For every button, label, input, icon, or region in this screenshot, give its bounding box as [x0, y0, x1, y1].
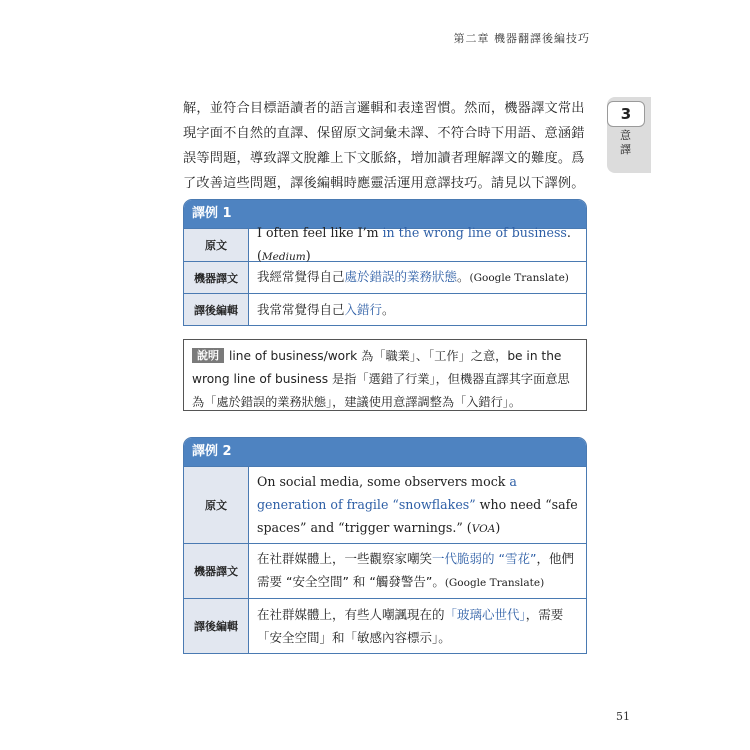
- example-1-box: [183, 199, 587, 326]
- source-citation: (Google Translate): [469, 272, 569, 284]
- example-1-source-row: [184, 225, 586, 263]
- chapter-tab-label: 意譯: [620, 129, 631, 156]
- example-2-box: [183, 437, 587, 654]
- example-2-title: 譯例 2: [184, 438, 586, 466]
- chapter-tab: [607, 97, 651, 173]
- text-segment: 。: [382, 302, 395, 317]
- highlight-phrase: 入錯行: [344, 302, 383, 317]
- highlight-phrase: 處於錯誤的業務狀態: [344, 269, 458, 284]
- highlight-phrase: in the wrong line of business: [382, 225, 567, 240]
- text-segment: 我常常覺得自己: [257, 302, 345, 317]
- example-1-post-text: [249, 294, 586, 325]
- text-segment: On social media, some observers mock: [257, 473, 510, 489]
- text-segment: ): [305, 248, 311, 263]
- row-label-source: 原文: [184, 467, 249, 543]
- example-2-source-text: [249, 467, 586, 543]
- source-citation: Medium: [261, 251, 306, 263]
- row-label-post: 譯後編輯: [184, 294, 249, 325]
- example-1-mt-text: [249, 262, 586, 293]
- chapter-number: 3: [607, 101, 645, 127]
- text-segment: 。: [457, 269, 470, 284]
- text-segment: 在社群媒體上，有些人嘲諷現在的: [257, 607, 445, 622]
- running-header: 第二章 機器翻譯後編技巧: [453, 32, 590, 45]
- highlight-phrase: 「玻璃心世代」: [444, 607, 526, 622]
- note-badge: 說明: [192, 348, 224, 363]
- text-segment: 我經常覺得自己: [257, 269, 345, 284]
- row-label-mt: 機器譯文: [184, 262, 249, 293]
- example-2-post-row: [184, 598, 586, 653]
- example-1-source-text: [249, 225, 586, 263]
- page-number: 51: [616, 710, 630, 723]
- example-2-mt-text: [249, 544, 586, 598]
- example-1-title: 譯例 1: [184, 200, 586, 228]
- intro-paragraph: 解，並符合目標語讀者的語言邏輯和表達習慣。然而，機器譯文常出現字面不自然的直譯、保留原文詞彙未譯、不符合時下用語、意涵錯誤等問題，導致譯文脫離上下文脈絡，增加讀者理解譯文的難度。爲了改善這些問題，譯後編輯時應靈活運用意譯技巧。請見以下譯例。: [183, 101, 585, 191]
- example-1-post-row: [184, 293, 586, 325]
- row-label-mt: 機器譯文: [184, 544, 249, 598]
- highlight-phrase: a generation of fragile “snowflakes”: [257, 473, 517, 512]
- row-label-source: 原文: [184, 229, 249, 261]
- text-segment: ，需要「安全空間」和「敏感內容標示」。: [257, 607, 564, 645]
- note-text: line of business/work 為「職業」、「工作」之意，be in the wrong line of business 是指「選錯了行業」，但機器直譯其字面意思為「處於錯誤的業務狀態」，建議使用意譯調整為「入錯行」。: [192, 349, 570, 409]
- example-1-mt-row: [184, 261, 586, 293]
- example-2-post-text: [249, 599, 586, 653]
- example-2-mt-row: [184, 543, 586, 598]
- text-segment: ，他們需要 “安全空間” 和 “觸發警告”。: [257, 551, 574, 589]
- example-2-source-row: [184, 466, 586, 543]
- row-label-post: 譯後編輯: [184, 599, 249, 653]
- source-citation: VOA: [471, 522, 496, 535]
- text-segment: ): [495, 519, 501, 535]
- text-segment: 在社群媒體上，一些觀察家嘲笑: [257, 551, 433, 566]
- text-segment: I often feel like I’m: [257, 225, 383, 240]
- explanation-note: [183, 339, 587, 411]
- text-segment: who need “safe spaces” and “trigger warnings.” (: [257, 496, 578, 535]
- source-citation: (Google Translate): [444, 577, 545, 589]
- highlight-phrase: 一代脆弱的 “雪花”: [432, 551, 537, 566]
- text-segment: . (: [257, 225, 571, 263]
